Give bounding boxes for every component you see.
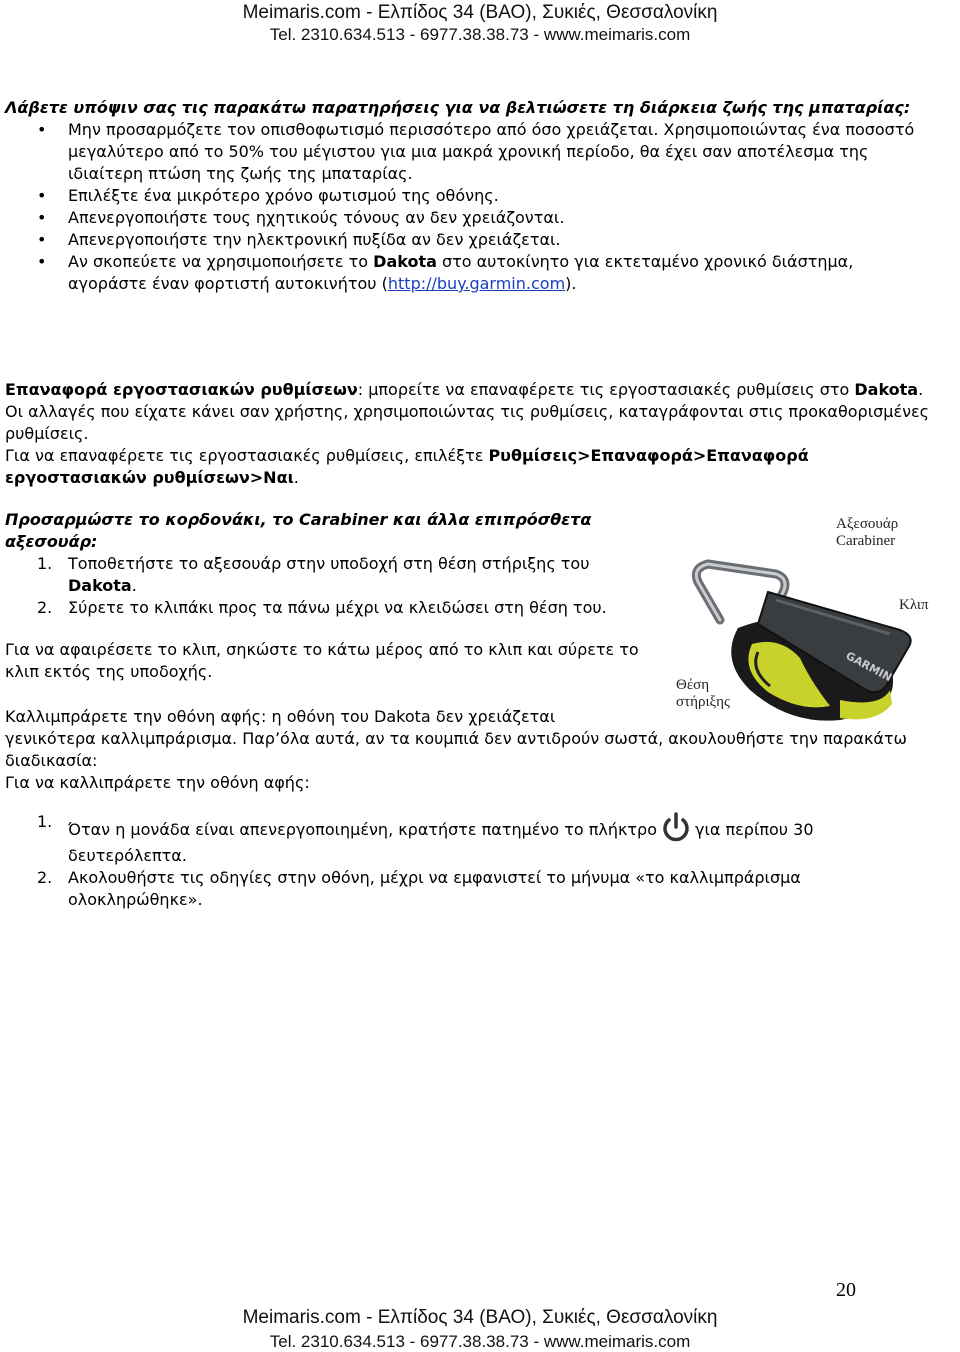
- factory-reset-paragraph: [5, 379, 935, 445]
- factory-text: Για να επαναφέρετε τις εργοστασιακές ρυθμίσεις, επιλέξτε: [5, 446, 489, 465]
- footer-line-1: Meimaris.com - Ελπίδος 34 (ΒΑΟ), Συκιές, Θεσσαλονίκη: [242, 1307, 718, 1328]
- factory-reset-instructions: [5, 445, 935, 489]
- list-item: • Επιλέξτε ένα μικρότερο χρόνο φωτισμού της οθόνης.: [5, 185, 935, 207]
- label-mount-2: στήριξης: [676, 694, 730, 710]
- step-text: Τοποθετήστε το αξεσουάρ στην υποδοχή στη θέση στήριξης του: [68, 554, 590, 573]
- label-accessory-2: Carabiner: [836, 533, 896, 549]
- list-item: • Απενεργοποιήστε τους ηχητικούς τόνους αν δεν χρειάζονται.: [5, 207, 935, 229]
- garmin-logo: GARMIN: [843, 649, 895, 685]
- factory-text: : μπορείτε να επαναφέρετε τις εργοστασιακές ρυθμίσεις στο: [357, 380, 855, 399]
- calibration-intro-2: γενικότερα καλλιμπράρισμα. Παρ’όλα αυτά, αν τα κουμπιά δεν αντιδρούν σωστά, ακουλουθήστε την παρακάτω διαδικασία:: [5, 729, 907, 770]
- step-text: Όταν η μονάδα είναι απενεργοποιημένη, κρατήστε πατημένο το πλήκτρο: [68, 820, 657, 839]
- list-item: [5, 597, 655, 619]
- step-text: για περίπου 30 δευτερόλεπτα.: [68, 820, 814, 865]
- accessory-title: Προσαρμώστε το κορδονάκι, το Carabiner και άλλα επιπρόσθετα αξεσουάρ:: [5, 510, 592, 551]
- garmin-store-link[interactable]: http://buy.garmin.com: [387, 274, 566, 293]
- step-number: 2.: [37, 598, 53, 617]
- bullet-text: στο αυτοκίνητο για εκτεταμένο χρονικό διάστημα, αγοράστε έναν φορτιστή αυτοκινήτου (: [68, 252, 854, 293]
- step-number: 1.: [37, 554, 53, 573]
- factory-reset-section: [5, 379, 935, 489]
- accessory-steps: [5, 553, 655, 619]
- dakota-name: Dakota: [854, 380, 919, 399]
- step-text: .: [131, 576, 137, 595]
- calibration-steps-list: [5, 811, 935, 911]
- dakota-name: Dakota: [68, 576, 132, 595]
- factory-text: . Οι αλλαγές που είχατε κάνει σαν χρήστης, χρησιμοποιώντας τις ρυθμίσεις, καταγράφονται στις προκαθορισμένες ρυθμίσεις.: [5, 380, 930, 443]
- calibration-steps: [5, 811, 935, 911]
- list-item: • Μην προσαρμόζετε τον οπισθοφωτισμό περισσότερο από όσο χρειάζεται. Χρησιμοποιώντας ένα ποσοστό μεγαλύτερο από το 50% του μέγιστου για μια μακρά χρονική περίοδο, θα έχει σαν αποτέλεσμα της ιδιαίτερη πτώση της ζωής της μπαταρίας.: [5, 119, 935, 185]
- list-item: [5, 553, 655, 597]
- calibration-section: [5, 706, 935, 794]
- step-number: 1.: [37, 812, 53, 831]
- footer-line-2: Tel. 2310.634.513 - 6977.38.38.73 - www.meimaris.com: [269, 1332, 691, 1351]
- list-item: [5, 811, 935, 867]
- power-icon: [661, 811, 691, 845]
- factory-reset-label: Επαναφορά εργοστασιακών ρυθμίσεων: [5, 380, 358, 399]
- list-item: [5, 251, 935, 295]
- battery-section: [5, 97, 935, 295]
- step-text: Ακολουθήστε τις οδηγίες στην οθόνη, μέχρι να εμφανιστεί το μήνυμα «το καλλιμπράρισμα ολοκληρώθηκε».: [68, 868, 801, 909]
- battery-title: Λάβετε υπόψιν σας τις παρακάτω παρατηρήσεις για να βελτιώσετε τη διάρκεια ζωής της μπαταρίας:: [5, 98, 911, 117]
- remove-clip-text: Για να αφαιρέσετε το κλιπ, σηκώστε το κάτω μέρος από το κλιπ και σύρετε το κλιπ εκτός της υποδοχής.: [5, 640, 639, 681]
- page-number: 20: [836, 1279, 856, 1301]
- label-clip: Κλιπ: [899, 597, 929, 613]
- step-number: 2.: [37, 868, 53, 887]
- calibration-intro-3: Για να καλλιπράρετε την οθόνη αφής:: [5, 773, 310, 792]
- calibration-intro-1: Καλλιμπράρετε την οθόνη αφής: η οθόνη του Dakota δεν χρειάζεται: [5, 707, 556, 726]
- header-line-2: Tel. 2310.634.513 - 6977.38.38.73 - www.meimaris.com: [269, 25, 691, 44]
- bullet-text: ).: [565, 274, 577, 293]
- label-mount-1: Θέση: [676, 677, 710, 693]
- list-item: • Απενεργοποιήστε την ηλεκτρονική πυξίδα αν δεν χρειάζεται.: [5, 229, 935, 251]
- factory-text: .: [293, 468, 299, 487]
- step-text: Σύρετε το κλιπάκι προς τα πάνω μέχρι να κλειδώσει στη θέση του.: [68, 598, 607, 617]
- label-accessory-1: Αξεσουάρ: [836, 516, 899, 532]
- list-item: [5, 867, 935, 911]
- settings-path: Ρυθμίσεις>Επαναφορά>Επαναφορά εργοστασιακών ρυθμίσεων>Ναι: [5, 446, 809, 487]
- bullet-text: Αν σκοπεύετε να χρησιμοποιήσετε το: [68, 252, 374, 271]
- battery-tips-list: [5, 119, 935, 295]
- accessory-section: [5, 509, 655, 619]
- dakota-name: Dakota: [373, 252, 437, 271]
- header-line-1: Meimaris.com - Ελπίδος 34 (ΒΑΟ), Συκιές, Θεσσαλονίκη: [242, 2, 718, 23]
